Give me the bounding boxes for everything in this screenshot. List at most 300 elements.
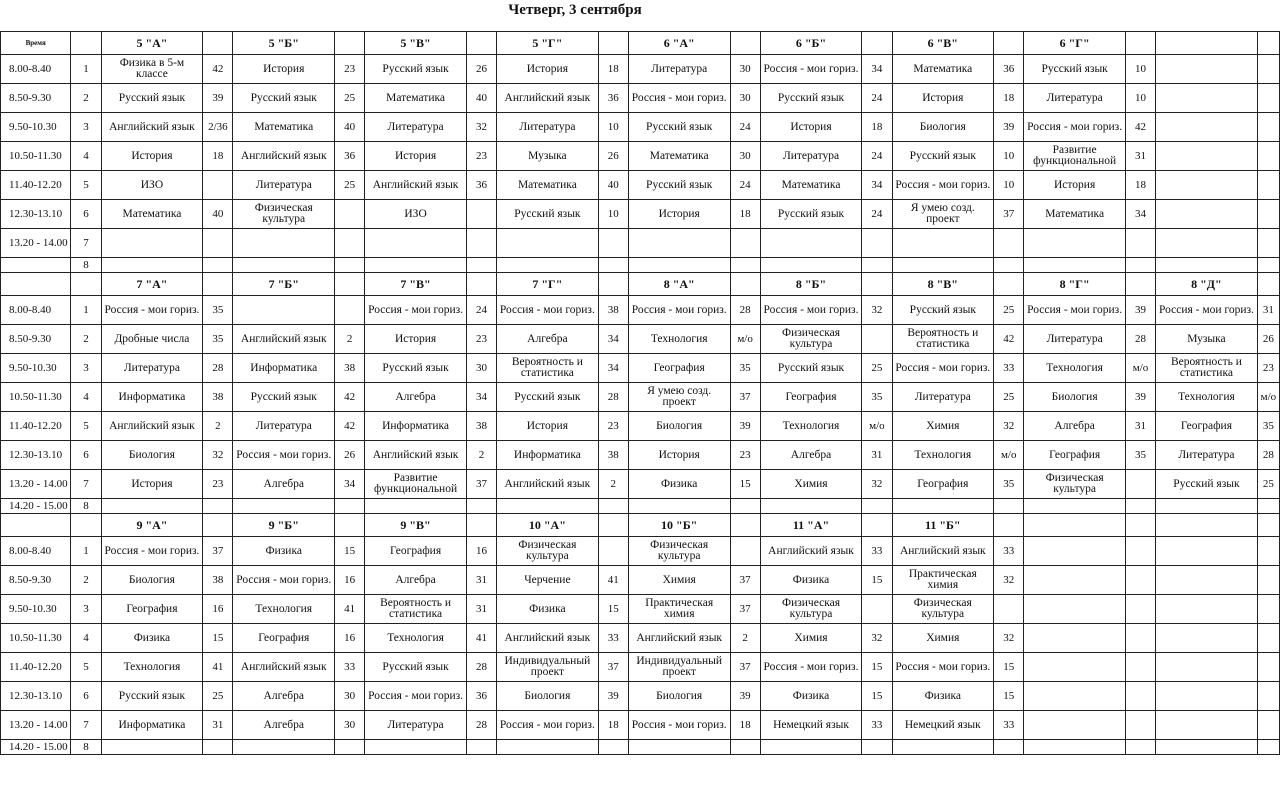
schedule-table [0,31,1280,755]
lesson-time: 8.50-9.30 [1,325,71,354]
room-header [203,514,233,537]
room-cell: 41 [466,624,496,653]
room-cell: 35 [1257,412,1279,441]
room-cell: 42 [1125,113,1155,142]
room-cell [203,258,233,273]
lesson-time: 11.40-12.20 [1,171,71,200]
subject-cell: История [497,55,599,84]
room-cell: 34 [598,354,628,383]
subject-cell: Русский язык [760,354,862,383]
subject-cell: Русский язык [101,682,203,711]
room-cell [203,499,233,514]
class-header-row [1,273,1280,296]
subject-cell: Русский язык [365,653,467,682]
class-name: 5 "Б" [233,32,335,55]
subject-cell: Технология [760,412,862,441]
lesson-row [1,354,1280,383]
subject-cell: История [101,142,203,171]
room-header [730,273,760,296]
room-cell: 35 [1125,441,1155,470]
subject-cell: Математика [101,200,203,229]
subject-cell [1024,566,1126,595]
subject-cell: Русский язык [1156,470,1258,499]
room-cell: 35 [994,470,1024,499]
subject-cell: Технология [1024,354,1126,383]
room-cell: 16 [335,566,365,595]
subject-cell [1156,171,1258,200]
class-name: 8 "А" [628,273,730,296]
room-cell: 36 [466,171,496,200]
subject-cell: Математика [628,142,730,171]
subject-cell [101,229,203,258]
lesson-number: 6 [71,682,101,711]
subject-cell: Химия [760,470,862,499]
room-cell: 35 [203,296,233,325]
room-cell: 34 [335,470,365,499]
room-header [335,514,365,537]
lesson-time: 13.20 - 14.00 [1,711,71,740]
subject-cell: Биология [101,566,203,595]
subject-cell [1024,258,1126,273]
subject-cell: Русский язык [892,142,994,171]
room-cell: 37 [730,653,760,682]
lesson-number: 3 [71,595,101,624]
subject-cell: Россия - мои гориз. [101,296,203,325]
subject-cell [892,229,994,258]
lesson-time: 8.50-9.30 [1,566,71,595]
subject-cell: Физика [233,537,335,566]
subject-cell [628,499,730,514]
subject-cell: Русский язык [497,383,599,412]
room-cell: 15 [994,653,1024,682]
subject-cell [1156,595,1258,624]
room-cell: 36 [598,84,628,113]
class-name: 8 "Г" [1024,273,1126,296]
subject-cell: Английский язык [101,113,203,142]
room-cell: 28 [598,383,628,412]
subject-cell [1024,653,1126,682]
room-cell [1257,142,1279,171]
class-name: 9 "В" [365,514,467,537]
subject-cell: Технология [628,325,730,354]
room-cell: 28 [1125,325,1155,354]
subject-cell [760,258,862,273]
subject-cell: Английский язык [892,537,994,566]
subject-cell: Алгебра [1024,412,1126,441]
lesson-number: 2 [71,84,101,113]
subject-cell: Россия - мои гориз. [1024,113,1126,142]
room-cell: 30 [335,711,365,740]
lesson-row [1,84,1280,113]
page-title: Четверг, 3 сентября [508,2,642,18]
subject-cell [233,740,335,755]
subject-cell [1156,682,1258,711]
room-cell [730,740,760,755]
room-cell [1125,595,1155,624]
lesson-number: 7 [71,229,101,258]
lesson-row [1,682,1280,711]
lesson-number: 5 [71,171,101,200]
subject-cell: Я умею созд. проект [892,200,994,229]
room-cell [335,740,365,755]
lesson-number: 5 [71,653,101,682]
room-cell: 25 [862,354,892,383]
subject-cell: География [101,595,203,624]
subject-cell [760,499,862,514]
room-cell: 25 [994,296,1024,325]
subject-cell [365,740,467,755]
lesson-row [1,499,1280,514]
subject-cell: Алгебра [233,682,335,711]
time-header: Время [1,32,71,55]
subject-cell [365,229,467,258]
room-cell: 40 [335,113,365,142]
subject-cell: Физическая культура [760,325,862,354]
subject-cell: Россия - мои гориз. [1156,296,1258,325]
room-cell: 31 [862,441,892,470]
subject-cell: Вероятность и статистика [892,325,994,354]
subject-cell: Россия - мои гориз. [892,171,994,200]
room-cell: 38 [335,354,365,383]
room-cell: 30 [730,84,760,113]
room-cell: 38 [203,383,233,412]
subject-cell: Физика [760,566,862,595]
room-cell [1125,566,1155,595]
lesson-number: 1 [71,537,101,566]
room-header [335,32,365,55]
room-cell: 2 [466,441,496,470]
room-header [1257,273,1279,296]
subject-cell [1156,499,1258,514]
subject-cell: Россия - мои гориз. [892,653,994,682]
subject-cell: Физическая культура [233,200,335,229]
room-header [730,514,760,537]
subject-cell: Литература [892,383,994,412]
subject-cell: Математика [365,84,467,113]
class-name: 8 "Д" [1156,273,1258,296]
lesson-time: 10.50-11.30 [1,624,71,653]
lesson-number: 8 [71,258,101,273]
lesson-time: 9.50-10.30 [1,354,71,383]
room-cell: 18 [598,55,628,84]
lesson-number: 8 [71,740,101,755]
room-cell: 32 [862,470,892,499]
lesson-row [1,113,1280,142]
lesson-time: 9.50-10.30 [1,595,71,624]
room-cell: м/о [1125,354,1155,383]
class-name: 7 "Г" [497,273,599,296]
room-cell [1125,740,1155,755]
subject-cell: Технология [233,595,335,624]
room-cell: 34 [862,171,892,200]
subject-cell: Русский язык [892,296,994,325]
subject-cell [1024,499,1126,514]
class-name: 9 "А" [101,514,203,537]
room-cell [466,740,496,755]
room-cell [1257,566,1279,595]
subject-cell: Развитие функциональной [365,470,467,499]
room-cell: 2 [335,325,365,354]
room-cell [335,200,365,229]
subject-cell: Английский язык [365,171,467,200]
subject-cell: История [760,113,862,142]
room-header [598,273,628,296]
room-cell: 2/36 [203,113,233,142]
subject-cell: Алгебра [760,441,862,470]
subject-cell: Русский язык [1024,55,1126,84]
room-cell: 35 [730,354,760,383]
room-cell: 28 [466,653,496,682]
subject-cell [497,499,599,514]
room-cell [1257,229,1279,258]
lesson-time: 14.20 - 15.00 [1,740,71,755]
room-cell [203,229,233,258]
room-cell: 37 [730,566,760,595]
room-header [994,273,1024,296]
room-cell: 32 [994,566,1024,595]
lesson-time: 13.20 - 14.00 [1,470,71,499]
room-cell: м/о [1257,383,1279,412]
subject-cell: Информатика [365,412,467,441]
lesson-time: 10.50-11.30 [1,383,71,412]
room-cell [1125,470,1155,499]
subject-cell: Вероятность и статистика [365,595,467,624]
subject-cell: ИЗО [365,200,467,229]
subject-cell: История [365,325,467,354]
lesson-row [1,325,1280,354]
room-cell: 25 [335,171,365,200]
lesson-number: 4 [71,624,101,653]
subject-cell: История [233,55,335,84]
lesson-number: 2 [71,325,101,354]
room-cell: 10 [994,142,1024,171]
subject-cell: Английский язык [233,653,335,682]
room-cell [598,258,628,273]
room-cell: 31 [1125,412,1155,441]
subject-cell [1024,537,1126,566]
room-cell [1257,624,1279,653]
room-cell: м/о [994,441,1024,470]
room-cell: 38 [598,296,628,325]
lesson-number: 7 [71,711,101,740]
room-cell: 26 [598,142,628,171]
room-cell: 10 [1125,84,1155,113]
lesson-number: 1 [71,55,101,84]
room-cell: 16 [203,595,233,624]
subject-cell: Химия [892,624,994,653]
class-name: 6 "Г" [1024,32,1126,55]
room-cell: 39 [730,412,760,441]
room-cell: 15 [862,682,892,711]
subject-cell: Физическая культура [497,537,599,566]
subject-cell [101,740,203,755]
room-cell [1125,499,1155,514]
room-header [203,273,233,296]
lesson-time: 12.30-13.10 [1,441,71,470]
lesson-time: 8.50-9.30 [1,84,71,113]
subject-cell: Литература [1156,441,1258,470]
subject-cell: Русский язык [628,171,730,200]
subject-cell: Россия - мои гориз. [760,55,862,84]
subject-cell: Физическая культура [760,595,862,624]
room-header [598,514,628,537]
subject-cell: География [1024,441,1126,470]
lesson-row [1,142,1280,171]
subject-cell [1156,55,1258,84]
room-cell: 37 [598,653,628,682]
room-header [598,32,628,55]
lesson-time: 10.50-11.30 [1,142,71,171]
room-cell: 39 [203,84,233,113]
room-cell: 37 [730,595,760,624]
subject-cell: История [497,412,599,441]
lesson-number: 6 [71,200,101,229]
lesson-time: 8.00-8.40 [1,296,71,325]
lesson-row [1,200,1280,229]
subject-cell: Развитие функциональной [1024,142,1126,171]
room-cell: 36 [994,55,1024,84]
subject-cell: Физика [101,624,203,653]
room-cell: 30 [466,354,496,383]
room-cell [203,740,233,755]
room-cell: 26 [466,55,496,84]
class-name: 7 "Б" [233,273,335,296]
lesson-row [1,624,1280,653]
room-cell: 15 [335,537,365,566]
room-cell: 15 [862,653,892,682]
room-cell: 25 [335,84,365,113]
subject-cell: Биология [1024,383,1126,412]
room-header [1125,273,1155,296]
subject-cell [1156,653,1258,682]
subject-cell: Информатика [497,441,599,470]
subject-cell: Вероятность и статистика [497,354,599,383]
lesson-number-header [71,514,101,537]
subject-cell: Литература [628,55,730,84]
room-cell: 18 [203,142,233,171]
lesson-time: 11.40-12.20 [1,412,71,441]
room-cell [1257,595,1279,624]
subject-cell [233,258,335,273]
room-cell: 30 [730,55,760,84]
subject-cell: Литература [760,142,862,171]
room-cell: 42 [335,383,365,412]
room-header [862,273,892,296]
subject-cell: Английский язык [233,325,335,354]
room-cell: 38 [203,566,233,595]
subject-cell: Алгебра [233,470,335,499]
room-cell [862,499,892,514]
subject-cell: Алгебра [233,711,335,740]
lesson-number-header [71,273,101,296]
subject-cell: Россия - мои гориз. [365,682,467,711]
room-cell [730,499,760,514]
room-cell: 28 [1257,441,1279,470]
subject-cell [1156,711,1258,740]
room-cell [466,258,496,273]
subject-cell [892,740,994,755]
subject-cell: Английский язык [628,624,730,653]
room-cell: 15 [203,624,233,653]
room-cell: 33 [994,537,1024,566]
lesson-number: 2 [71,566,101,595]
room-cell: 34 [598,325,628,354]
subject-cell: Индивидуальный проект [628,653,730,682]
class-name: 5 "Г" [497,32,599,55]
room-cell: 16 [335,624,365,653]
room-cell: 10 [1125,55,1155,84]
subject-cell: Практическая химия [628,595,730,624]
subject-cell: Физическая культура [1024,470,1126,499]
room-header [335,273,365,296]
subject-cell [497,258,599,273]
subject-cell [365,258,467,273]
room-cell [1257,682,1279,711]
room-cell: 10 [598,200,628,229]
subject-cell [233,499,335,514]
subject-cell: Химия [628,566,730,595]
room-cell: 2 [598,470,628,499]
subject-cell: Литература [101,354,203,383]
room-cell: 37 [466,470,496,499]
subject-cell: Россия - мои гориз. [760,296,862,325]
subject-cell: Русский язык [101,84,203,113]
room-cell [730,258,760,273]
lesson-row [1,55,1280,84]
room-cell: 15 [994,682,1024,711]
class-name: 10 "Б" [628,514,730,537]
subject-cell: Физика [760,682,862,711]
room-cell [1257,55,1279,84]
room-cell [1125,711,1155,740]
subject-cell: Русский язык [760,200,862,229]
subject-cell: Математика [760,171,862,200]
subject-cell: История [365,142,467,171]
subject-cell [760,740,862,755]
room-cell: 18 [598,711,628,740]
room-cell: 39 [1125,296,1155,325]
room-cell: 39 [1125,383,1155,412]
room-cell: 10 [994,171,1024,200]
subject-cell: Русский язык [760,84,862,113]
time-header-empty [1,273,71,296]
room-cell [862,325,892,354]
room-cell: 33 [862,537,892,566]
room-cell: 25 [994,383,1024,412]
room-cell: 39 [730,682,760,711]
lesson-number-header [71,32,101,55]
class-name: 11 "Б" [892,514,994,537]
class-name: 8 "В" [892,273,994,296]
lesson-row [1,653,1280,682]
room-cell: 35 [862,383,892,412]
subject-cell [1156,624,1258,653]
subject-cell: Вероятность и статистика [1156,354,1258,383]
subject-cell: Английский язык [760,537,862,566]
subject-cell: География [1156,412,1258,441]
subject-cell: Литература [1024,325,1126,354]
subject-cell [628,229,730,258]
lesson-time: 11.40-12.20 [1,653,71,682]
room-header [862,514,892,537]
room-cell: 34 [862,55,892,84]
class-name: 6 "А" [628,32,730,55]
subject-cell: Я умею созд. проект [628,383,730,412]
room-cell [1257,84,1279,113]
room-cell: 15 [730,470,760,499]
subject-cell [628,740,730,755]
subject-cell: Практическая химия [892,566,994,595]
